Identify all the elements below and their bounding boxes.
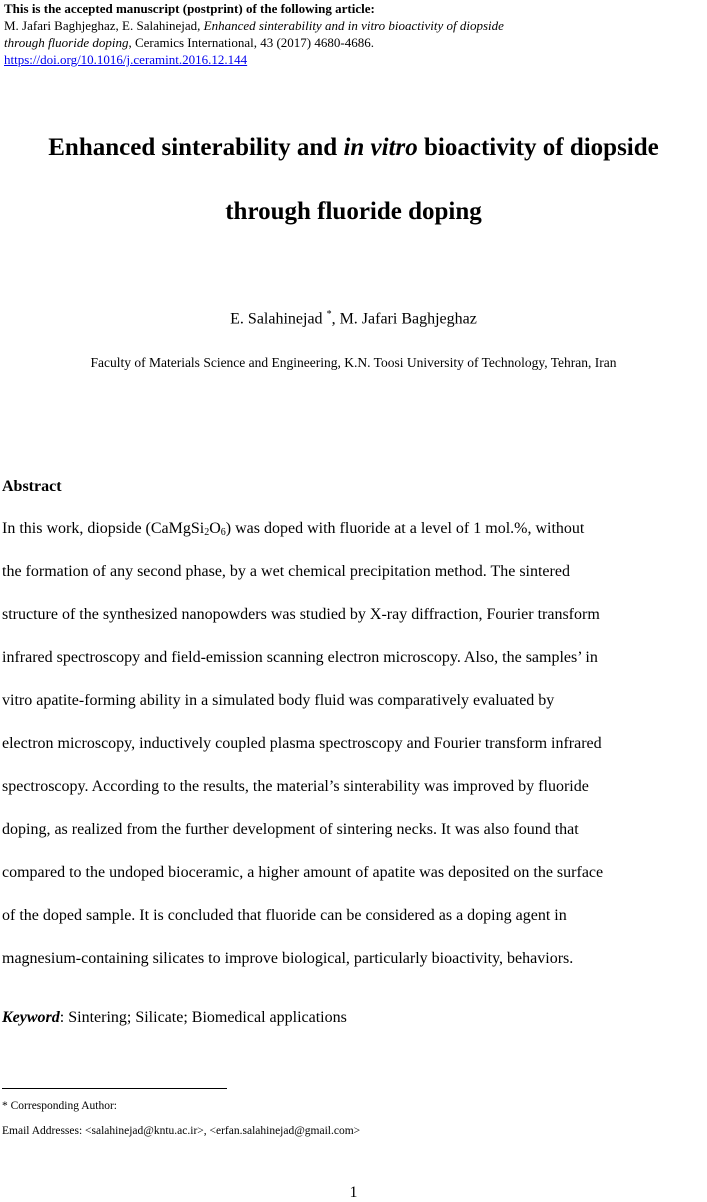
abstract-line: infrared spectroscopy and field-emission scanning electron microscopy. Also, the samples’ in bbox=[2, 649, 598, 666]
keywords-list: : Sintering; Silicate; Biomedical applications bbox=[59, 1009, 347, 1026]
footnote-divider bbox=[2, 1088, 227, 1089]
header-journal: , Ceramics International, 43 (2017) 4680-4686. bbox=[128, 35, 374, 50]
footnote-emails: Email Addresses: <salahinejad@kntu.ac.ir>, <erfan.salahinejad@gmail.com> bbox=[2, 1125, 361, 1137]
header-article-title-part2: through fluoride doping bbox=[4, 35, 129, 50]
corresponding-marker: * bbox=[326, 309, 332, 320]
header-notice: This is the accepted manuscript (postprint) of the following article: bbox=[4, 1, 375, 16]
header-article-title-part1: Enhanced sinterability and in vitro bioactivity of diopside bbox=[203, 18, 504, 33]
abstract-line: spectroscopy. According to the results, the material’s sinterability was improved by fluoride bbox=[2, 778, 589, 795]
formula-sub-1: 2 bbox=[204, 527, 210, 538]
abstract-line: of the doped sample. It is concluded that fluoride can be considered as a doping agent in bbox=[2, 907, 567, 924]
formula-sub-2: 6 bbox=[220, 527, 226, 538]
abstract-line1-a: In this work, diopside (CaMgSi bbox=[2, 520, 205, 537]
footnote-corresponding: * Corresponding Author: bbox=[2, 1100, 117, 1112]
doi-link[interactable]: https://doi.org/10.1016/j.ceramint.2016.12.144 bbox=[4, 52, 248, 67]
page-number: 1 bbox=[349, 1184, 358, 1201]
abstract-line: doping, as realized from the further development of sintering necks. It was also found that bbox=[2, 821, 579, 838]
author-2: , M. Jafari Baghjeghaz bbox=[331, 310, 477, 328]
title-part-b: bioactivity of diopside bbox=[417, 134, 659, 161]
manuscript-header bbox=[4, 0, 704, 68]
abstract-line1-b: O bbox=[209, 520, 221, 537]
abstract-line: the formation of any second phase, by a wet chemical precipitation method. The sintered bbox=[2, 563, 570, 580]
header-authors: M. Jafari Baghjeghaz, E. Salahinejad, bbox=[4, 18, 204, 33]
header-citation-line2 bbox=[4, 34, 704, 51]
title-part-a: Enhanced sinterability and bbox=[48, 134, 344, 161]
header-citation-line1 bbox=[4, 17, 704, 34]
abstract-heading: Abstract bbox=[2, 478, 62, 495]
author-1: E. Salahinejad bbox=[230, 310, 327, 328]
paper-title-line1 bbox=[0, 134, 707, 162]
keywords-label: Keyword bbox=[2, 1009, 60, 1026]
author-list bbox=[0, 309, 707, 328]
affiliation: Faculty of Materials Science and Engineering, K.N. Toosi University of Technology, Tehran, Iran bbox=[90, 355, 617, 370]
abstract-line: magnesium-containing silicates to improve biological, particularly bioactivity, behaviors. bbox=[2, 950, 574, 967]
keywords bbox=[2, 1009, 347, 1027]
abstract-line: electron microscopy, inductively coupled plasma spectroscopy and Fourier transform infrared bbox=[2, 735, 602, 752]
abstract-line: vitro apatite-forming ability in a simulated body fluid was comparatively evaluated by bbox=[2, 692, 555, 709]
abstract-line: structure of the synthesized nanopowders was studied by X-ray diffraction, Fourier transform bbox=[2, 606, 600, 623]
abstract-line: compared to the undoped bioceramic, a higher amount of apatite was deposited on the surface bbox=[2, 864, 604, 881]
title-italic: in vitro bbox=[343, 134, 418, 161]
abstract-line1-c: ) was doped with fluoride at a level of 1 mol.%, without bbox=[225, 520, 585, 537]
abstract-line-1 bbox=[2, 520, 584, 538]
paper-title-line2: through fluoride doping bbox=[225, 198, 482, 225]
